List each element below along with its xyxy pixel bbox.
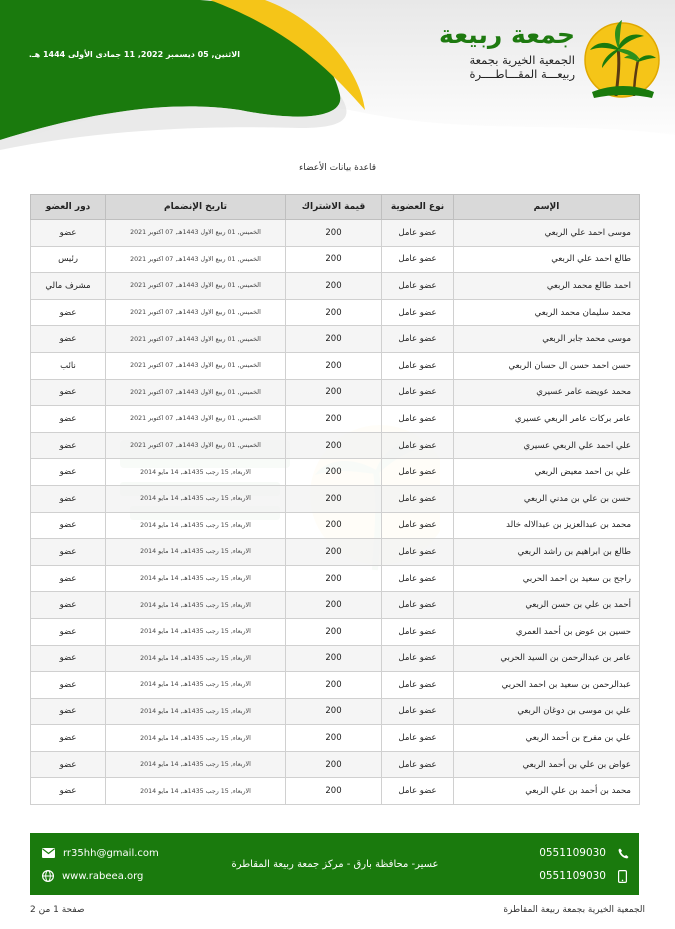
cell-role: عضو [31, 618, 106, 645]
footer-mobile[interactable]: 0551109030 [539, 870, 606, 882]
cell-membership: عضو عامل [382, 539, 454, 566]
cell-fee: 200 [286, 273, 382, 300]
cell-role: عضو [31, 725, 106, 752]
cell-joined: الخميس, 01 ربيع الاول 1443هـ, 07 اكتوبر 2021 [106, 379, 286, 406]
cell-role: عضو [31, 565, 106, 592]
table-row [31, 539, 640, 566]
cell-name: حسن احمد حسن ال حسان الربعي [454, 352, 640, 379]
cell-role: عضو [31, 220, 106, 247]
cell-membership: عضو عامل [382, 512, 454, 539]
table-row [31, 485, 640, 512]
cell-name: علي بن مفرح بن أحمد الربعي [454, 725, 640, 752]
cell-joined: الاربعاء, 15 رجب 1435هـ, 14 مايو 2014 [106, 565, 286, 592]
cell-membership: عضو عامل [382, 592, 454, 619]
cell-membership: عضو عامل [382, 326, 454, 353]
cell-joined: الخميس, 01 ربيع الاول 1443هـ, 07 اكتوبر 2021 [106, 220, 286, 247]
cell-membership: عضو عامل [382, 406, 454, 433]
cell-fee: 200 [286, 618, 382, 645]
cell-joined: الاربعاء, 15 رجب 1435هـ, 14 مايو 2014 [106, 645, 286, 672]
cell-fee: 200 [286, 751, 382, 778]
cell-role: رئيس [31, 246, 106, 273]
cell-fee: 200 [286, 379, 382, 406]
cell-joined: الخميس, 01 ربيع الاول 1443هـ, 07 اكتوبر 2021 [106, 406, 286, 433]
column-header-joined: تاريخ الإنضمام [106, 195, 286, 220]
cell-membership: عضو عامل [382, 565, 454, 592]
cell-name: علي بن احمد معيض الربعي [454, 459, 640, 486]
mobile-icon [618, 870, 627, 883]
cell-name: محمد عويضه عامر عسيري [454, 379, 640, 406]
footer-phone[interactable]: 0551109030 [539, 847, 606, 859]
footer-website[interactable]: www.rabeea.org [62, 870, 144, 882]
cell-name: محمد بن أحمد بن علي الربعي [454, 778, 640, 805]
cell-joined: الاربعاء, 15 رجب 1435هـ, 14 مايو 2014 [106, 485, 286, 512]
footer-website-row [42, 870, 159, 882]
cell-joined: الاربعاء, 15 رجب 1435هـ, 14 مايو 2014 [106, 618, 286, 645]
cell-role: عضو [31, 539, 106, 566]
cell-joined: الاربعاء, 15 رجب 1435هـ, 14 مايو 2014 [106, 778, 286, 805]
cell-name: موسى محمد جابر الربعي [454, 326, 640, 353]
footer-phone-row [539, 847, 629, 859]
cell-membership: عضو عامل [382, 698, 454, 725]
footer-mobile-row [539, 870, 629, 882]
footer-email-row [42, 847, 159, 859]
cell-fee: 200 [286, 485, 382, 512]
cell-joined: الاربعاء, 15 رجب 1435هـ, 14 مايو 2014 [106, 672, 286, 699]
cell-fee: 200 [286, 512, 382, 539]
table-row [31, 432, 640, 459]
table-row [31, 379, 640, 406]
cell-fee: 200 [286, 299, 382, 326]
phone-icon [618, 848, 629, 859]
cell-name: محمد بن عبدالعزيز بن عبدالاله خالد [454, 512, 640, 539]
table-row [31, 618, 640, 645]
cell-membership: عضو عامل [382, 273, 454, 300]
table-row [31, 751, 640, 778]
cell-name: علي احمد علي الربعي عسيري [454, 432, 640, 459]
table-row [31, 778, 640, 805]
column-header-fee: قيمة الاشتراك [286, 195, 382, 220]
cell-name: حسن بن علي بن مدني الربعي [454, 485, 640, 512]
cell-role: عضو [31, 592, 106, 619]
table-row [31, 672, 640, 699]
cell-fee: 200 [286, 432, 382, 459]
table-row [31, 645, 640, 672]
cell-joined: الاربعاء, 15 رجب 1435هـ, 14 مايو 2014 [106, 698, 286, 725]
palm-tree-sun-logo [582, 18, 660, 102]
cell-fee: 200 [286, 326, 382, 353]
cell-fee: 200 [286, 672, 382, 699]
cell-membership: عضو عامل [382, 432, 454, 459]
contact-footer [30, 833, 639, 895]
cell-name: عواض بن علي بن أحمد الربعي [454, 751, 640, 778]
brand-name: جمعة ربيعة [438, 20, 575, 49]
cell-name: علي بن موسى بن دوغان الربعي [454, 698, 640, 725]
table-row [31, 512, 640, 539]
table-header-row [31, 195, 640, 220]
cell-role: نائب [31, 352, 106, 379]
cell-fee: 200 [286, 725, 382, 752]
cell-joined: الاربعاء, 15 رجب 1435هـ, 14 مايو 2014 [106, 751, 286, 778]
cell-role: عضو [31, 512, 106, 539]
brand-subtitle-1: الجمعية الخيرية بجمعة [469, 53, 575, 67]
cell-fee: 200 [286, 539, 382, 566]
cell-role: عضو [31, 326, 106, 353]
cell-joined: الاربعاء, 15 رجب 1435هـ, 14 مايو 2014 [106, 459, 286, 486]
cell-role: عضو [31, 698, 106, 725]
table-row [31, 352, 640, 379]
column-header-name: الإسم [454, 195, 640, 220]
footer-contact-right [539, 847, 629, 893]
cell-role: عضو [31, 459, 106, 486]
cell-name: طالع احمد علي الربعي [454, 246, 640, 273]
cell-fee: 200 [286, 565, 382, 592]
cell-name: محمد سليمان محمد الربعي [454, 299, 640, 326]
column-header-role: دور العضو [31, 195, 106, 220]
cell-membership: عضو عامل [382, 778, 454, 805]
cell-membership: عضو عامل [382, 459, 454, 486]
cell-name: عبدالرحمن بن سعيد بن احمد الحربي [454, 672, 640, 699]
brand-subtitle-2: ربيعـــة المقـــاطــــرة [469, 67, 575, 81]
table-row [31, 565, 640, 592]
column-header-membership: نوع العضوية [382, 195, 454, 220]
cell-membership: عضو عامل [382, 725, 454, 752]
cell-role: مشرف مالي [31, 273, 106, 300]
cell-fee: 200 [286, 459, 382, 486]
cell-fee: 200 [286, 645, 382, 672]
cell-fee: 200 [286, 698, 382, 725]
cell-joined: الخميس, 01 ربيع الاول 1443هـ, 07 اكتوبر 2021 [106, 326, 286, 353]
cell-joined: الاربعاء, 15 رجب 1435هـ, 14 مايو 2014 [106, 592, 286, 619]
table-row [31, 299, 640, 326]
members-table-body [31, 220, 640, 805]
cell-membership: عضو عامل [382, 751, 454, 778]
table-row [31, 459, 640, 486]
table-row [31, 220, 640, 247]
cell-name: احمد طالع محمد الربعي [454, 273, 640, 300]
cell-membership: عضو عامل [382, 220, 454, 247]
cell-name: حسين بن عوض بن أحمد العمري [454, 618, 640, 645]
cell-fee: 200 [286, 778, 382, 805]
cell-role: عضو [31, 778, 106, 805]
cell-role: عضو [31, 751, 106, 778]
cell-membership: عضو عامل [382, 672, 454, 699]
cell-membership: عضو عامل [382, 379, 454, 406]
brand-block [439, 20, 575, 81]
cell-joined: الاربعاء, 15 رجب 1435هـ, 14 مايو 2014 [106, 539, 286, 566]
table-row [31, 246, 640, 273]
cell-joined: الخميس, 01 ربيع الاول 1443هـ, 07 اكتوبر 2021 [106, 432, 286, 459]
document-title: قاعدة بيانات الأعضاء [298, 163, 377, 173]
cell-role: عضو [31, 379, 106, 406]
table-row [31, 326, 640, 353]
cell-fee: 200 [286, 592, 382, 619]
members-table [30, 194, 640, 805]
cell-role: عضو [31, 672, 106, 699]
cell-name: راجح بن سعيد بن احمد الحربي [454, 565, 640, 592]
table-row [31, 698, 640, 725]
cell-fee: 200 [286, 352, 382, 379]
cell-joined: الخميس, 01 ربيع الاول 1443هـ, 07 اكتوبر 2021 [106, 246, 286, 273]
cell-membership: عضو عامل [382, 352, 454, 379]
page-number: صفحة 1 من 2 [30, 905, 85, 915]
cell-name: أحمد بن علي بن حسن الربعي [454, 592, 640, 619]
cell-role: عضو [31, 432, 106, 459]
cell-role: عضو [31, 299, 106, 326]
cell-fee: 200 [286, 246, 382, 273]
cell-membership: عضو عامل [382, 246, 454, 273]
envelope-icon [42, 848, 55, 858]
page-footer-org: الجمعية الخيرية بجمعة ربيعة المقاطرة [503, 905, 645, 915]
cell-joined: الخميس, 01 ربيع الاول 1443هـ, 07 اكتوبر 2021 [106, 273, 286, 300]
header-date: الاثنين, 05 ديسمبر 2022, 11 جمادى الأولى 1444 هـ. [28, 50, 240, 59]
table-row [31, 592, 640, 619]
globe-icon [42, 870, 54, 882]
cell-membership: عضو عامل [382, 485, 454, 512]
table-row [31, 273, 640, 300]
cell-joined: الاربعاء, 15 رجب 1435هـ, 14 مايو 2014 [106, 512, 286, 539]
footer-email[interactable]: rr35hh@gmail.com [63, 847, 159, 859]
cell-membership: عضو عامل [382, 645, 454, 672]
cell-joined: الخميس, 01 ربيع الاول 1443هـ, 07 اكتوبر 2021 [106, 299, 286, 326]
cell-joined: الخميس, 01 ربيع الاول 1443هـ, 07 اكتوبر 2021 [106, 352, 286, 379]
footer-contact-left [42, 847, 159, 893]
cell-name: طالع بن ابراهيم بن راشد الربعي [454, 539, 640, 566]
footer-address: عسير- محافظة بارق - مركز جمعة ربيعة المقاطرة [231, 859, 439, 870]
cell-role: عضو [31, 406, 106, 433]
cell-fee: 200 [286, 220, 382, 247]
cell-role: عضو [31, 645, 106, 672]
cell-fee: 200 [286, 406, 382, 433]
cell-joined: الاربعاء, 15 رجب 1435هـ, 14 مايو 2014 [106, 725, 286, 752]
cell-membership: عضو عامل [382, 618, 454, 645]
cell-role: عضو [31, 485, 106, 512]
cell-membership: عضو عامل [382, 299, 454, 326]
table-row [31, 725, 640, 752]
table-row [31, 406, 640, 433]
cell-name: عامر بن عبدالرحمن بن السيد الحربي [454, 645, 640, 672]
cell-name: عامر بركات عامر الربعي عسيري [454, 406, 640, 433]
cell-name: موسى احمد علي الربعي [454, 220, 640, 247]
